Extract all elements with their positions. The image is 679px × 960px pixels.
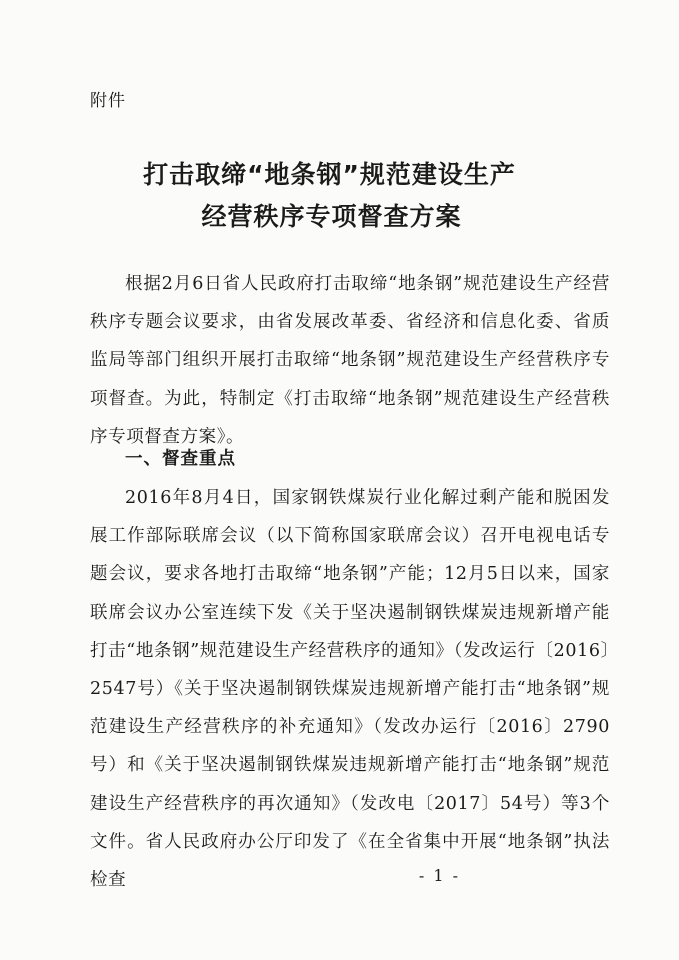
section-heading: 一、督查重点: [125, 449, 236, 469]
attachment-label: 附件: [90, 91, 126, 111]
body-paragraph: 2016年8月4日，国家钢铁煤炭行业化解过剩产能和脱困发展工作部际联席会议（以下简称国家联席会议）召开电视电话专题会议，要求各地打击取缔“地条钢”产能；12月5日以来，国家联席会议办公室连续下发《关于坚决遏制钢铁煤炭违规新增产能打击“地条钢”规范建设生产经营秩序的通知》（发改运行〔2016〕2547号）《关于坚决遏制钢铁煤炭违规新增产能打击“地条钢”规范建设生产经营秩序的补充通知》（发改办运行〔2016〕2790号）和《关于坚决遏制钢铁煤炭违规新增产能打击“地条钢”规范建设生产经营秩序的再次通知》（发改电〔2017〕54号）等3个文件。省人民政府办公厅印发了《在全省集中开展“地条钢”执法检查: [90, 488, 610, 891]
page-number: - 1 -: [418, 866, 461, 885]
intro-paragraph: 根据2月6日省人民政府打击取缔“地条钢”规范建设生产经营秩序专题会议要求，由省发展改革委、省经济和信息化委、省质监局等部门组织开展打击取缔“地条钢”规范建设生产经营秩序专项督查。为此，特制定《打击取缔“地条钢”规范建设生产经营秩序专项督查方案》。: [90, 274, 610, 447]
document-title-line-2: 经营秩序专项督查方案: [201, 202, 462, 231]
document-title-line-1: 打击取缔“地条钢”规范建设生产: [143, 160, 516, 189]
